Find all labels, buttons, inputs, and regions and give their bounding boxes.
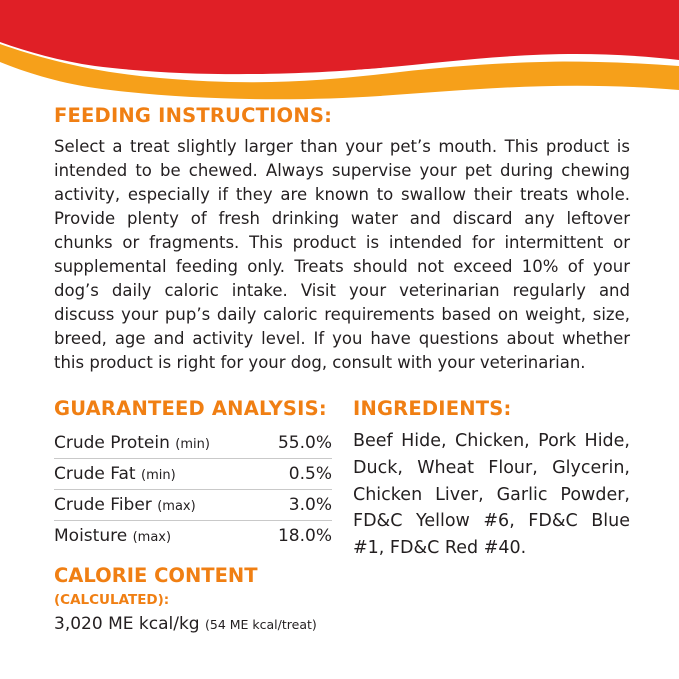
analysis-value-cell: 18.0% [277,526,332,547]
table-row [54,428,332,459]
ingredients-body: Beef Hide, Chicken, Pork Hide, Duck, Wheat Flour, Glycerin, Chicken Liver, Garlic Powder, FD&C Yellow #6, FD&C Blue #1, FD&C Red #40. [353,431,630,559]
analysis-nutrient-cell [54,428,260,459]
analysis-nutrient-cell [54,490,260,521]
ingredients-title: INGREDIENTS: [353,396,512,420]
calorie-calculated-label: (CALCULATED): [54,591,170,608]
nutrient-name: Crude Fiber [54,495,152,516]
label-content [54,105,630,634]
nutrient-qualifier: (max) [132,530,172,546]
header-swoosh-decoration [0,0,679,110]
calorie-content-title [54,565,332,608]
feeding-instructions-title: FEEDING INSTRUCTIONS: [54,104,333,127]
analysis-value-cell: 55.0% [260,428,332,459]
nutrient-name: Crude Protein [54,433,170,454]
calorie-value: 3,020 ME kcal/kg [54,613,200,634]
calorie-content-value-row [54,614,332,634]
nutrient-name: Crude Fat [54,464,136,485]
feeding-instructions-section [54,105,630,375]
nutrient-name: Moisture [54,526,128,547]
nutrient-qualifier: (max) [157,499,196,515]
analysis-nutrient-cell [54,459,260,490]
analysis-nutrient-cell [54,521,260,552]
guaranteed-analysis-table [54,428,332,551]
calorie-per-treat: (54 ME kcal/treat) [205,616,317,632]
analysis-column [54,398,332,634]
analysis-value-cell: 3.0% [260,490,332,521]
ingredients-column [332,398,630,634]
nutrient-qualifier: (min) [141,468,176,484]
table-row [54,459,332,490]
calorie-content-label: CALORIE CONTENT [54,564,258,588]
lower-columns [54,398,630,634]
table-row [54,521,332,552]
feeding-instructions-body: Select a treat slightly larger than your pet’s mouth. This product is intended to be chewed. Always supervise your pet during chewing activity, especially if they are known to swallow their treats whole. Provide plenty of fresh drinking water and discard any leftover chunks or fragments. This product is intended for intermittent or supplemental feeding only. Treats should not exceed 10% of your dog’s daily caloric intake. Visit your veterinarian regularly and discuss your pup’s daily caloric requirements based on weight, size, breed, age and activity level. If you have questions about whether this product is right for your dog, consult with your veterinarian. [54,137,630,372]
nutrient-qualifier: (min) [175,437,210,453]
table-row [54,490,332,521]
analysis-value-cell: 0.5% [260,459,332,490]
guaranteed-analysis-title: GUARANTEED ANALYSIS: [54,396,327,420]
